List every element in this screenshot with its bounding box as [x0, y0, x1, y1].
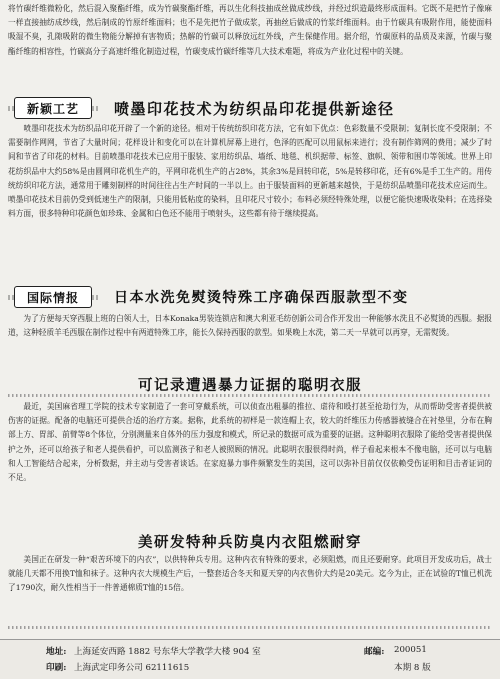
section1-title: 喷墨印花技术为纺织品印花提供新途径	[114, 99, 395, 118]
section2-title: 日本水洗免熨烫特殊工序确保西服款型不变	[114, 290, 409, 306]
footer-row-printer	[46, 661, 466, 673]
dotted-divider	[8, 394, 492, 397]
page-footer	[0, 639, 500, 679]
address-label: 地址:	[46, 647, 67, 657]
intro-text: 将竹碳纤维微粉化，然后混入聚酯纤维，成为竹碳聚酯纤维，再以生化科技抽成丝做成纱线，并经过织造最终形成面料。它既不是把竹子像麻一样直接抽纺成纱线，然后制成的竹原纤维面料；也不是先把竹子做成浆，再抽丝后做成的竹浆纤维面料。由于竹碳具有吸附作用，能使面料吸湿不臭，孔隙吸附的微生物能分解掉有害物质；热解的竹碳可以释放远红外线，产生保健作用。据介绍，竹碳原料的品质及来源，竹碳与聚酯纤维的相容性，竹碳高分子高速纤维化制造过程，竹碳变成竹碳纤维等几大技术难题，将成为产业化过程中的关键。	[8, 4, 492, 56]
section1-tag	[14, 97, 92, 119]
section3-title: 可记录遭遇暴力证据的聪明衣服	[138, 378, 362, 394]
address-value: 上海延安西路 1882 号东华大学教学大楼 904 室	[74, 647, 261, 657]
section2-text: 为了方便每天穿西服上班的白领人士，日本Konaka男装连锁店和澳大利亚毛纺创新公司合作开发出一种能够水洗且不必熨烫的西服。据报道，这种轻质羊毛西服在制作过程中有两道特殊工序，能长久保持西服的款型。如果晚上水洗，第二天一早就可以再穿，无需熨烫。	[8, 314, 492, 338]
section4-title: 美研发特种兵防臭内衣阻燃耐穿	[138, 535, 362, 551]
printer-value: 上海武定印务公司 62111615	[74, 663, 190, 673]
footer-row-address	[46, 645, 466, 657]
section3-article	[8, 400, 492, 485]
section1-article	[8, 122, 492, 221]
issue-info: 本期 8 版	[394, 663, 431, 673]
printer-label: 印刷:	[46, 663, 67, 673]
intro-article	[8, 2, 492, 59]
postcode-label: 邮编:	[364, 647, 385, 657]
section1-tag-label: 新颖工艺	[14, 97, 92, 119]
section4-text: 美国正在研发一种“艰苦环境下的内衣”，以供特种兵专用。这种内衣有特殊的要求，必须阻燃，而且还要耐穿。此项目开发成功后，战士就能几天都不用换T恤和袜子。这种内衣大规模生产后，一整套适合冬天和夏天穿的内衣售价大约是20美元。迄今为止，正在试验的T恤已机洗了1790次，耐久性相当于一件普通棉质T恤的15倍。	[8, 555, 492, 593]
section4-article	[8, 553, 492, 596]
section2-header	[8, 286, 492, 308]
section2-tag-label: 国际情报	[14, 286, 92, 308]
postcode-value: 200051	[394, 645, 427, 655]
section2-tag	[14, 286, 92, 308]
section3-text: 最近，美国麻省理工学院的技术专家制造了一套可穿戴系统，可以侦查出粗暴的推拉、虐待和殴打甚至抢劫行为，从而帮助受害者提供被伤害的证据。配备的电脑还可提供合适的治疗方案。据称，此系统的初样是一款连帽上衣，较大的纤维压力传感器被缝合在衬垫里，分布在胸部上方、胃部、前臂等8个体位，分别测量来自体外的压力强度和模式，所记录的数据可成为重要的证据。这种聪明衣服除了能给受害者提供保护之外，还可以给孩子和老人提供看护，可以监测孩子和老人被照顾的情况。此聪明衣服很得时尚，样子看起来根本不像电脑，还可以与电脑和人工智能结合起来，分析数据，并主动与受害者谈话。在家庭暴力事件频繁发生的美国，这可以弥补目前仅仅依赖受伤证明和目击者证词的不足。	[8, 402, 492, 483]
section1-header	[8, 97, 492, 119]
section2-article	[8, 312, 492, 340]
dotted-divider	[8, 626, 492, 629]
section1-text: 喷墨印花技术为纺织品印花开辟了一个新的途径。相对于传统纺织印花方法，它有如下优点：色彩数量不受限制；复制长度不受限制；不需要制作网网，节省了大量时间；花样设计和变化可以在计算机屏幕上进行，色泽的匹配可以用鼠标来进行；没有制作筛网的费用；减少了时间和节省了印花的材料。目前喷墨印花技术已应用于服装、家用纺织品、墙纸、地毯、机织据带、标签、旗帜、领带和围巾等领域。世界上印花纺织品中大约58%是由圆网印花机生产的，平网印花机生产的占28%，其余3%是回转印花，5%是转移印花，还有6%是手工生产的。用传统纺织印花方法，通常用于雕刻制样的时间往往占生产时间的一半以上。由于服装面料的更新越来越快，于是纺织品喷墨印花技术应运而生。喷墨印花技术目前仍受到低速生产的限制，只能用低粘度的染料，且印花尺寸较小；布料必须经特殊处理，以便它能快速吸收染料；在选择染料方面，很多特种印花颜色如珍珠、金属和白色还不能用于喷射头，这些都有待于继续提高。	[8, 124, 492, 219]
